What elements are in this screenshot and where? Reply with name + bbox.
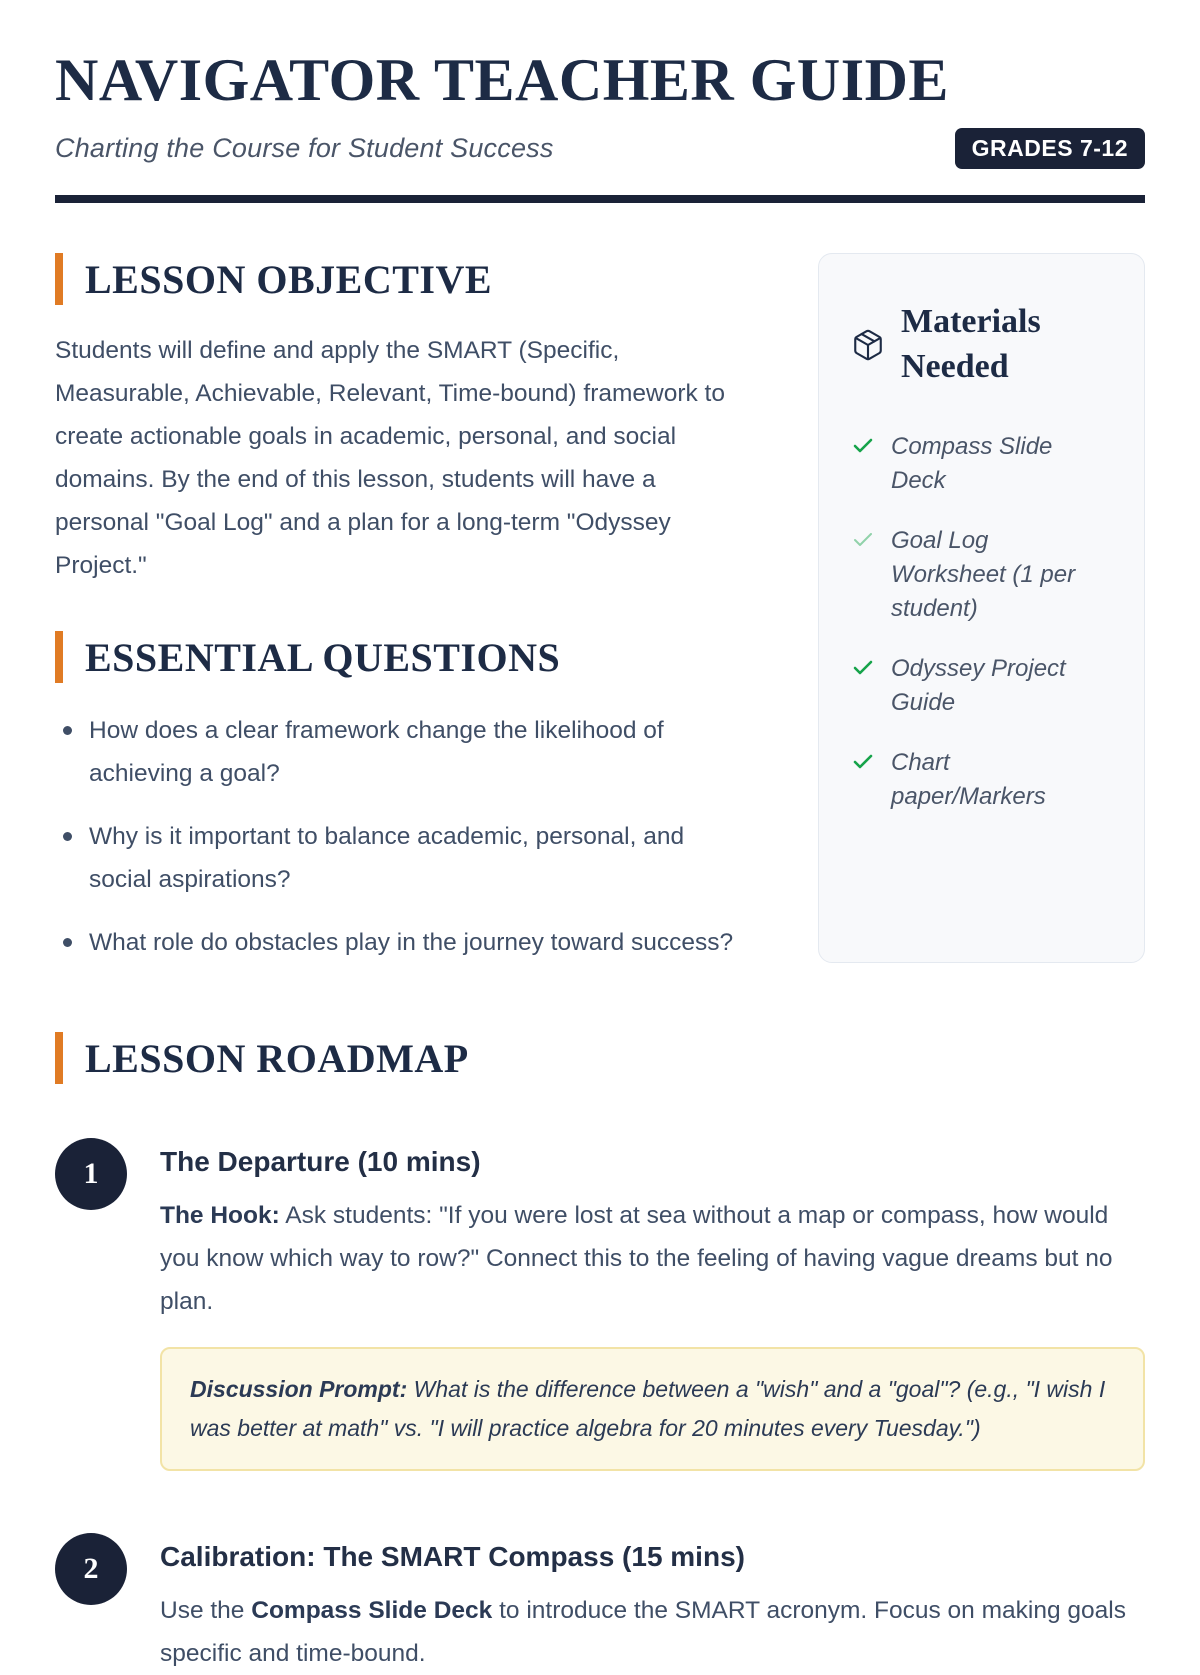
step-description [160, 1589, 1145, 1675]
essential-questions-heading [55, 631, 747, 683]
main-column [55, 253, 747, 984]
material-item-label: Goal Log Worksheet (1 per student) [891, 526, 1076, 622]
step-number-badge: 1 [55, 1138, 127, 1210]
discussion-prompt-callout [160, 1347, 1145, 1471]
discussion-prompt-body: What is the difference between a "wish" and a "goal"? (e.g., "I wish I was better at math" vs. "I will practice algebra for 20 minutes every Tuesday.") [190, 1376, 1106, 1441]
lesson-roadmap-section [55, 1032, 1145, 1675]
checkmark-icon [851, 656, 875, 680]
header-divider [55, 195, 1145, 203]
essential-questions-list [55, 709, 747, 964]
roadmap-step-2 [55, 1533, 1145, 1675]
material-item [851, 430, 1114, 498]
lesson-roadmap-heading [55, 1032, 1145, 1084]
question-item: Why is it important to balance academic, personal, and social aspirations? [55, 815, 747, 901]
step-description-lead: The Hook: [160, 1202, 280, 1229]
top-content-columns [55, 253, 1145, 984]
materials-heading: Materials Needed [901, 303, 1041, 385]
accent-bar [55, 253, 63, 305]
lesson-objective-section [55, 253, 747, 587]
question-item: How does a clear framework change the likelihood of achieving a goal? [55, 709, 747, 795]
step-title: The Departure (10 mins) [160, 1146, 481, 1177]
step-description-text: Ask students: "If you were lost at sea without a map or compass, how would you know which way to row?" Connect this to the feeling of having vague dreams but no plan. [160, 1202, 1113, 1315]
package-icon [851, 328, 885, 362]
roadmap-step-1 [55, 1138, 1145, 1471]
material-item [851, 746, 1114, 814]
accent-bar [55, 631, 63, 683]
material-item-label: Odyssey Project Guide [891, 654, 1066, 716]
subtitle-row [55, 128, 1145, 169]
material-item [851, 652, 1114, 720]
step-content [160, 1138, 1145, 1471]
materials-header [851, 300, 1114, 390]
discussion-prompt-lead: Discussion Prompt: [190, 1376, 408, 1402]
lesson-objective-heading-label: LESSON OBJECTIVE [85, 256, 493, 302]
sidebar-column [818, 253, 1145, 984]
essential-questions-heading-label: ESSENTIAL QUESTIONS [85, 634, 561, 680]
grades-badge: GRADES 7-12 [955, 128, 1145, 169]
step-content [160, 1533, 1145, 1675]
step-description-bold: Compass Slide Deck [251, 1597, 493, 1624]
materials-panel [818, 253, 1145, 963]
page-subtitle: Charting the Course for Student Success [55, 133, 554, 163]
lesson-roadmap-heading-label: LESSON ROADMAP [85, 1035, 469, 1081]
accent-bar [55, 1032, 63, 1084]
question-item: What role do obstacles play in the journey toward success? [55, 921, 747, 964]
materials-list [851, 430, 1114, 814]
step-title: Calibration: The SMART Compass (15 mins) [160, 1541, 745, 1572]
step-description [160, 1194, 1145, 1323]
material-item-label: Chart paper/Markers [891, 748, 1046, 810]
page-title: NAVIGATOR TEACHER GUIDE [55, 47, 949, 113]
checkmark-icon [851, 434, 875, 458]
discussion-prompt-text [190, 1370, 1115, 1448]
lesson-objective-heading [55, 253, 747, 305]
document-header [55, 47, 1145, 203]
checkmark-icon [851, 528, 875, 552]
material-item [851, 524, 1114, 626]
essential-questions-section [55, 631, 747, 964]
step-description-text: to introduce the SMART acronym. Focus on making goals specific and time-bound. [160, 1597, 1126, 1667]
checkmark-icon [851, 750, 875, 774]
material-item-label: Compass Slide Deck [891, 432, 1053, 494]
lesson-objective-text: Students will define and apply the SMART (Specific, Measurable, Achievable, Relevant, Time-bound) framework to create actionable goals in academic, personal, and social domains. By the end of this lesson, students will have a personal "Goal Log" and a plan for a long-term "Odyssey Project." [55, 337, 725, 579]
step-description-pre: Use the [160, 1597, 252, 1624]
step-number-badge: 2 [55, 1533, 127, 1605]
